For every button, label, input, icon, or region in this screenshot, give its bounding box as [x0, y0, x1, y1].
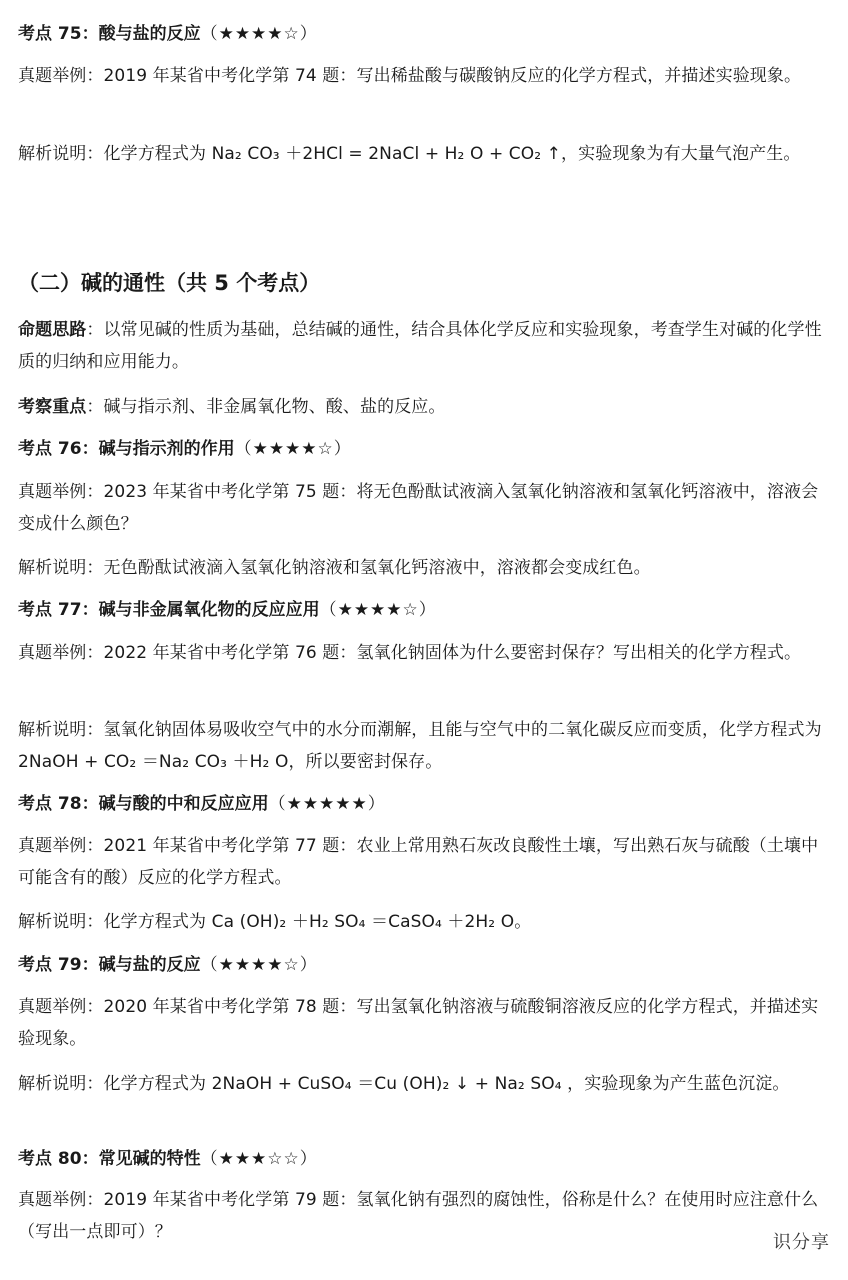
rating-stars: （★★★★☆）	[234, 439, 352, 459]
analysis-78: 解析说明：化学方程式为 Ca (OH)₂ ＋H₂ SO₄ ＝CaSO₄ ＋2H₂ O。	[18, 912, 532, 932]
topic-label: 考点 79：碱与盐的反应	[18, 955, 201, 975]
topic-label: 考点 78：碱与酸的中和反应应用	[18, 794, 269, 814]
topic-heading-77	[18, 600, 833, 620]
analysis-76: 解析说明：无色酚酞试液滴入氢氧化钠溶液和氢氧化钙溶液中，溶液都会变成红色。	[18, 558, 651, 578]
topic-label: 考点 77：碱与非金属氧化物的反应应用	[18, 600, 320, 620]
key-focus-text: ：碱与指示剂、非金属氧化物、酸、盐的反应。	[86, 397, 446, 417]
rating-stars: （★★★☆☆）	[200, 1149, 318, 1169]
exam-question-75: 真题举例：2019 年某省中考化学第 74 题：写出稀盐酸与碳酸钠反应的化学方程式，并描述实验现象。	[18, 66, 802, 86]
topic-label: 考点 80：常见碱的特性	[18, 1149, 201, 1169]
key-focus-label: 考察重点	[18, 397, 87, 417]
rating-stars: （★★★★★）	[268, 794, 386, 814]
topic-label: 考点 76：碱与指示剂的作用	[18, 439, 235, 459]
exam-question-76: 真题举例：2023 年某省中考化学第 75 题：将无色酚酞试液滴入氢氧化钠溶液和氢氧化钙溶液中，溶液会变成什么颜色？	[18, 482, 819, 534]
topic-heading-75	[18, 24, 833, 44]
topic-heading-78	[18, 794, 833, 814]
analysis-79: 解析说明：化学方程式为 2NaOH + CuSO₄ ＝Cu (OH)₂ ↓ + Na₂ SO₄ ，实验现象为产生蓝色沉淀。	[18, 1074, 790, 1094]
rating-stars: （★★★★☆）	[319, 600, 437, 620]
analysis-75: 解析说明：化学方程式为 Na₂ CO₃ ＋2HCl = 2NaCl + H₂ O + CO₂ ↑，实验现象为有大量气泡产生。	[18, 144, 801, 164]
analysis-77: 解析说明：氢氧化钠固体易吸收空气中的水分而潮解，且能与空气中的二氧化碳反应而变质，化学方程式为 2NaOH + CO₂ ＝Na₂ CO₃ ＋H₂ O，所以要密封保存。	[18, 720, 822, 772]
design-idea-text: ：以常见碱的性质为基础，总结碱的通性，结合具体化学反应和实验现象，考查学生对碱的化学性质的归纳和应用能力。	[18, 320, 822, 372]
topic-heading-79	[18, 955, 833, 975]
exam-question-79: 真题举例：2020 年某省中考化学第 78 题：写出氢氧化钠溶液与硫酸铜溶液反应的化学方程式，并描述实验现象。	[18, 997, 819, 1049]
topic-heading-80	[18, 1149, 833, 1169]
section-title-base-properties: （二）碱的通性（共 5 个考点）	[18, 271, 321, 295]
watermark-text: 识分享	[773, 1232, 830, 1253]
rating-stars: （★★★★☆）	[200, 24, 318, 44]
exam-question-80: 真题举例：2019 年某省中考化学第 79 题：氢氧化钠有强烈的腐蚀性，俗称是什么？在使用时应注意什么（写出一点即可）？	[18, 1190, 819, 1242]
rating-stars: （★★★★☆）	[200, 955, 318, 975]
exam-question-78: 真题举例：2021 年某省中考化学第 77 题：农业上常用熟石灰改良酸性土壤，写出熟石灰与硫酸（土壤中可能含有的酸）反应的化学方程式。	[18, 836, 819, 888]
exam-question-77: 真题举例：2022 年某省中考化学第 76 题：氢氧化钠固体为什么要密封保存？写出相关的化学方程式。	[18, 643, 802, 663]
design-idea-label: 命题思路	[18, 320, 87, 340]
topic-label: 考点 75：酸与盐的反应	[18, 24, 201, 44]
topic-heading-76	[18, 439, 833, 459]
key-focus	[18, 391, 833, 423]
design-idea	[18, 314, 833, 378]
